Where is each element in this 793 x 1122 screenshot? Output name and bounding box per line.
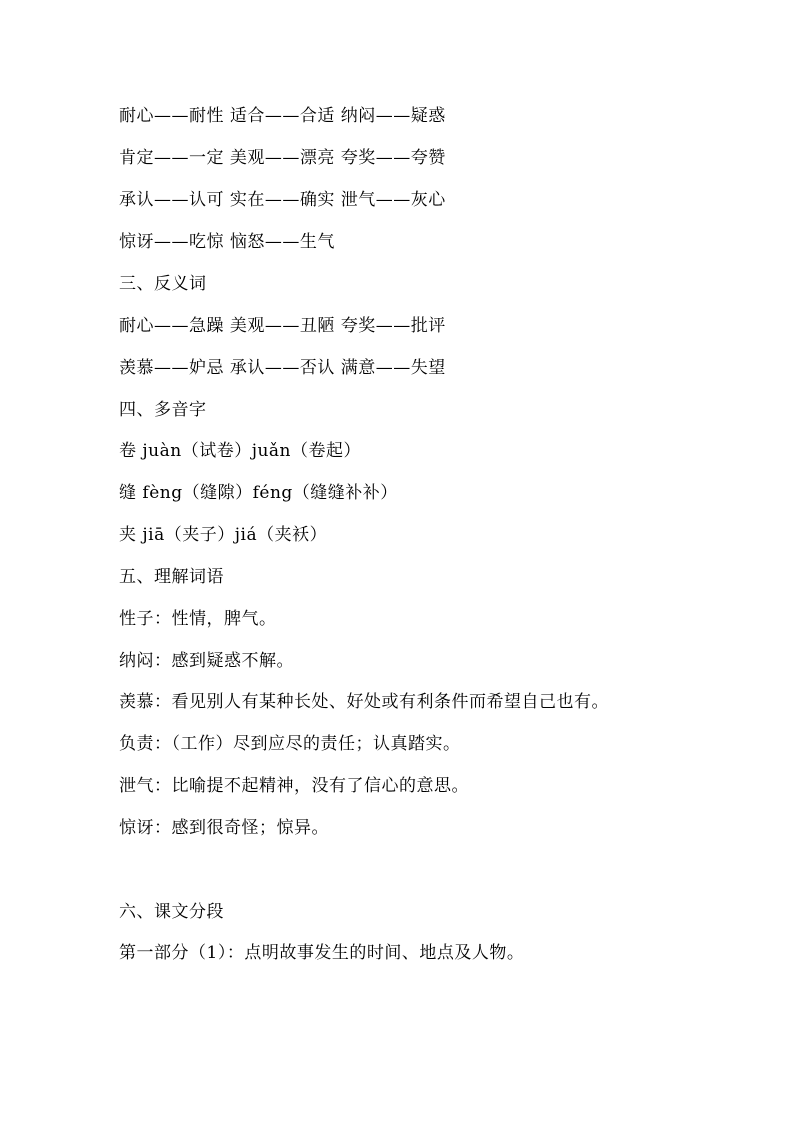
- vocab-line: 泄气：比喻提不起精神，没有了信心的意思。: [119, 776, 469, 796]
- section-line: 第一部分（1）：点明故事发生的时间、地点及人物。: [119, 943, 525, 963]
- vocab-line: 羡慕：看见别人有某种长处、好处或有利条件而希望自己也有。: [119, 692, 609, 712]
- antonyms-heading: 三、反义词: [119, 274, 207, 294]
- vocab-line: 纳闷：感到疑惑不解。: [119, 651, 294, 671]
- sections-heading: 六、课文分段: [119, 902, 224, 922]
- polyphone-line: 夹 jiā（夹子）jiá（夹袄）: [119, 525, 328, 545]
- vocab-line: 惊讶：感到很奇怪；惊异。: [119, 818, 329, 838]
- antonym-line: 耐心——急躁 美观——丑陋 夸奖——批评: [119, 316, 446, 336]
- antonym-line: 羡慕——妒忌 承认——否认 满意——失望: [119, 358, 446, 378]
- polyphones-heading: 四、多音字: [119, 400, 207, 420]
- synonym-line: 肯定——一定 美观——漂亮 夸奖——夸赞: [119, 148, 446, 168]
- vocab-line: 性子：性情，脾气。: [119, 609, 277, 629]
- synonym-line: 耐心——耐性 适合——合适 纳闷——疑惑: [119, 106, 446, 126]
- vocab-heading: 五、理解词语: [119, 567, 224, 587]
- synonym-line: 承认——认可 实在——确实 泄气——灰心: [119, 190, 446, 210]
- vocab-line: 负责：（工作）尽到应尽的责任；认真踏实。: [119, 734, 461, 754]
- synonym-line: 惊讶——吃惊 恼怒——生气: [119, 232, 335, 252]
- polyphone-line: 缝 fèng（缝隙）féng（缝缝补补）: [119, 483, 398, 503]
- polyphone-line: 卷 juàn（试卷）juǎn（卷起）: [119, 441, 362, 461]
